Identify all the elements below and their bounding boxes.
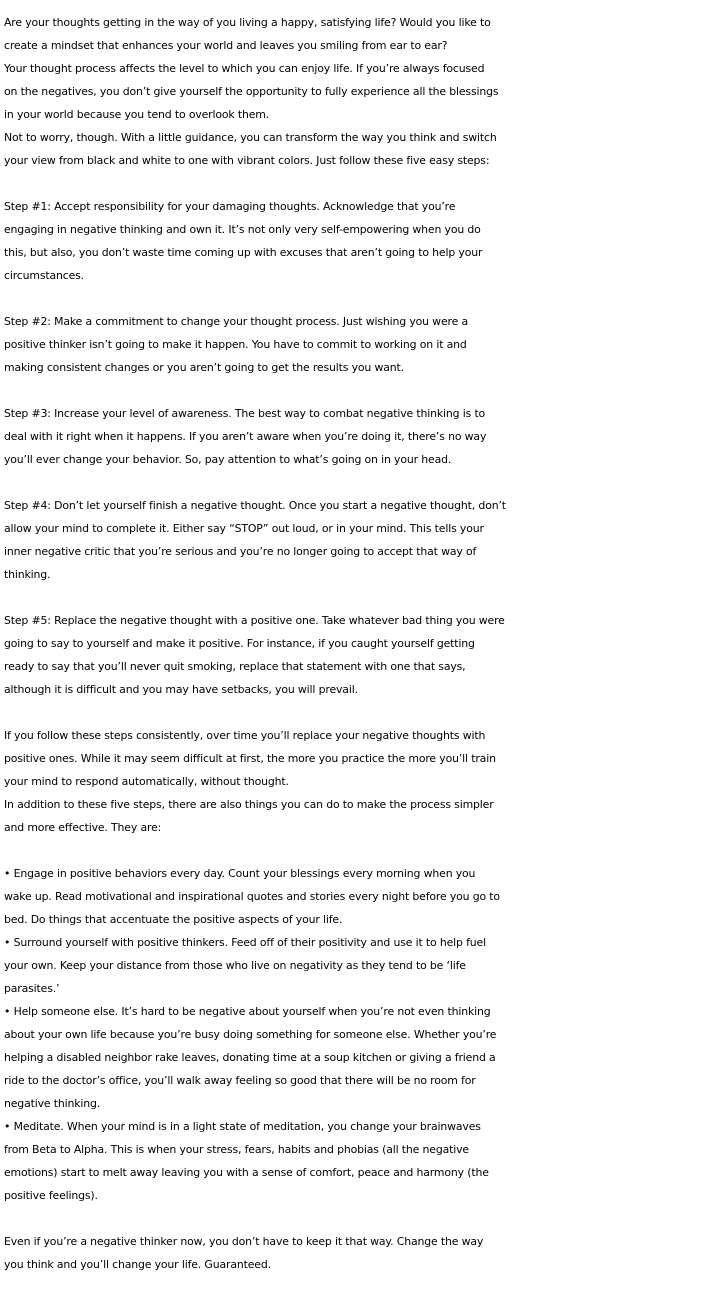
- paragraph-spacer: [4, 586, 714, 609]
- text-line: create a mindset that enhances your world and leaves you smiling from ear to ear?: [4, 39, 448, 52]
- paragraph-spacer: [4, 1207, 714, 1230]
- paragraph-spacer: [4, 287, 714, 310]
- text-line: Not to worry, though. With a little guidance, you can transform the way you think and switch: [4, 131, 497, 144]
- step-2-paragraph: [4, 310, 714, 379]
- tips-list: [4, 862, 714, 1207]
- text-line: positive ones. While it may seem difficult at first, the more you practice the more you’ll train: [4, 752, 496, 765]
- followup-paragraph: [4, 724, 714, 839]
- text-line: you’ll ever change your behavior. So, pay attention to what’s going on in your head.: [4, 453, 452, 466]
- text-line: positive feelings).: [4, 1189, 98, 1202]
- text-line: deal with it right when it happens. If you aren’t aware when you’re doing it, there’s no way: [4, 430, 487, 443]
- text-line: Step #1: Accept responsibility for your damaging thoughts. Acknowledge that you’re: [4, 200, 456, 213]
- step-5-paragraph: [4, 609, 714, 701]
- text-line: from Beta to Alpha. This is when your stress, fears, habits and phobias (all the negative: [4, 1143, 469, 1156]
- text-line: Step #5: Replace the negative thought with a positive one. Take whatever bad thing you were: [4, 614, 505, 627]
- text-line: Even if you’re a negative thinker now, you don’t have to keep it that way. Change the way: [4, 1235, 484, 1248]
- list-item: • Engage in positive behaviors every day. Count your blessings every morning when you: [4, 867, 476, 880]
- text-line: In addition to these five steps, there are also things you can do to make the process simpler: [4, 798, 494, 811]
- text-line: your view from black and white to one with vibrant colors. Just follow these five easy steps:: [4, 154, 490, 167]
- text-line: emotions) start to melt away leaving you with a sense of comfort, peace and harmony (the: [4, 1166, 489, 1179]
- text-line: wake up. Read motivational and inspirational quotes and stories every night before you go to: [4, 890, 500, 903]
- text-line: about your own life because you’re busy doing something for someone else. Whether you’re: [4, 1028, 497, 1041]
- intro-section: [4, 11, 714, 172]
- paragraph-spacer: [4, 379, 714, 402]
- text-line: inner negative critic that you’re serious and you’re no longer going to accept that way of: [4, 545, 477, 558]
- text-line: parasites.’: [4, 982, 60, 995]
- text-line: your mind to respond automatically, without thought.: [4, 775, 289, 788]
- step-4-paragraph: [4, 494, 714, 586]
- list-item: • Meditate. When your mind is in a light state of meditation, you change your brainwaves: [4, 1120, 481, 1133]
- paragraph-spacer: [4, 701, 714, 724]
- step-3-paragraph: [4, 402, 714, 471]
- text-line: helping a disabled neighbor rake leaves, donating time at a soup kitchen or giving a friend a: [4, 1051, 496, 1064]
- text-line: circumstances.: [4, 269, 84, 282]
- text-line: in your world because you tend to overlook them.: [4, 108, 270, 121]
- text-line: bed. Do things that accentuate the positive aspects of your life.: [4, 913, 343, 926]
- list-item: • Surround yourself with positive thinkers. Feed off of their positivity and use it to help fuel: [4, 936, 486, 949]
- text-line: allow your mind to complete it. Either say “STOP” out loud, or in your mind. This tells your: [4, 522, 484, 535]
- text-line: although it is difficult and you may have setbacks, you will prevail.: [4, 683, 358, 696]
- paragraph-spacer: [4, 839, 714, 862]
- text-line: thinking.: [4, 568, 51, 581]
- text-line: engaging in negative thinking and own it. It’s not only very self-empowering when you do: [4, 223, 481, 236]
- text-line: you think and you’ll change your life. Guaranteed.: [4, 1258, 271, 1271]
- text-line: Step #2: Make a commitment to change your thought process. Just wishing you were a: [4, 315, 468, 328]
- text-line: Step #4: Don’t let yourself finish a negative thought. Once you start a negative thought, don’t: [4, 499, 506, 512]
- text-line: this, but also, you don’t waste time coming up with excuses that aren’t going to help your: [4, 246, 483, 259]
- text-line: negative thinking.: [4, 1097, 101, 1110]
- text-line: making consistent changes or you aren’t going to get the results you want.: [4, 361, 404, 374]
- text-line: ready to say that you’ll never quit smoking, replace that statement with one that says,: [4, 660, 466, 673]
- step-1-paragraph: [4, 195, 714, 287]
- text-line: If you follow these steps consistently, over time you’ll replace your negative thoughts with: [4, 729, 486, 742]
- text-line: going to say to yourself and make it positive. For instance, if you caught yourself getting: [4, 637, 475, 650]
- text-line: positive thinker isn’t going to make it happen. You have to commit to working on it and: [4, 338, 467, 351]
- paragraph-spacer: [4, 471, 714, 494]
- text-line: Are your thoughts getting in the way of you living a happy, satisfying life? Would you like to: [4, 16, 491, 29]
- text-line: Your thought process affects the level to which you can enjoy life. If you’re always focused: [4, 62, 485, 75]
- text-line: Step #3: Increase your level of awareness. The best way to combat negative thinking is to: [4, 407, 486, 420]
- text-line: your own. Keep your distance from those who live on negativity as they tend to be ‘life: [4, 959, 466, 972]
- text-line: and more effective. They are:: [4, 821, 162, 834]
- text-line: ride to the doctor’s office, you’ll walk away feeling so good that there will be no room for: [4, 1074, 476, 1087]
- text-line: on the negatives, you don’t give yourself the opportunity to fully experience all the blessings: [4, 85, 499, 98]
- list-item: • Help someone else. It’s hard to be negative about yourself when you’re not even thinking: [4, 1005, 491, 1018]
- closing-paragraph: [4, 1230, 714, 1276]
- paragraph-spacer: [4, 172, 714, 195]
